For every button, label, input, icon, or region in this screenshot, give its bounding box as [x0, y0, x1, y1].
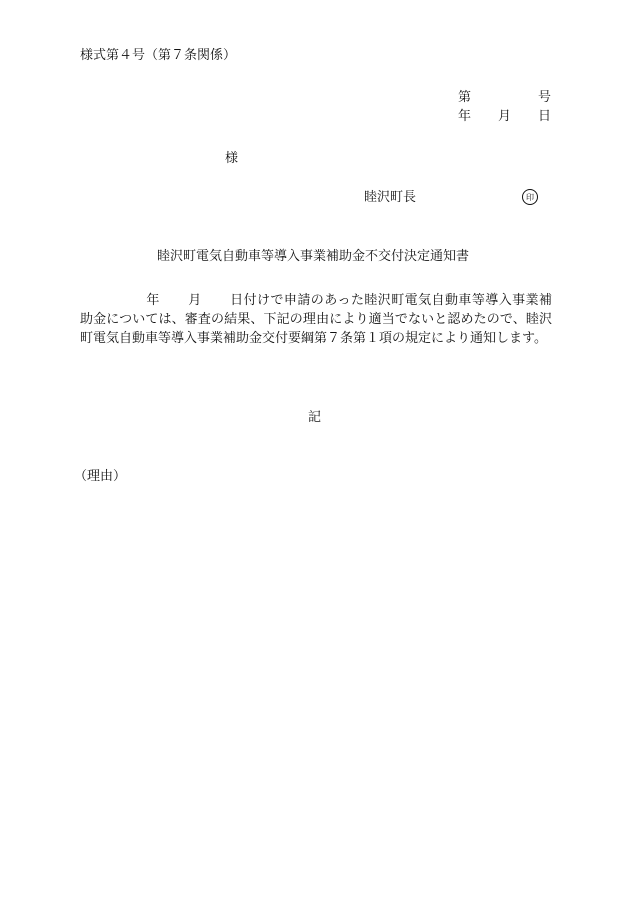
- reason-label: （理由）: [74, 469, 127, 484]
- form-number: 様式第４号（第７条関係）: [80, 48, 237, 63]
- body-text: 日付けで申請のあった睦沢町電気自動車等導入事業補助金については、審査の結果、下記の理由により適当でないと認めたので、睦沢町電気自動車等導入事業補助金交付要綱第７条第１項の規定により通知します。: [80, 293, 552, 346]
- doc-number-prefix: 第: [458, 90, 472, 105]
- date-day: 日: [538, 109, 552, 124]
- date-year: 年: [458, 109, 472, 124]
- body-paragraph: [80, 291, 552, 348]
- record-label: 記: [308, 410, 322, 425]
- addressee-suffix: 様: [225, 151, 239, 166]
- doc-number-suffix: 号: [538, 90, 552, 105]
- body-year: 年: [146, 293, 160, 308]
- body-month: 月: [187, 293, 202, 308]
- document-title: 睦沢町電気自動車等導入事業補助金不交付決定通知書: [157, 249, 470, 264]
- sender-title: 睦沢町長: [364, 190, 417, 205]
- seal-icon: 印: [522, 189, 538, 205]
- date-month: 月: [498, 109, 512, 124]
